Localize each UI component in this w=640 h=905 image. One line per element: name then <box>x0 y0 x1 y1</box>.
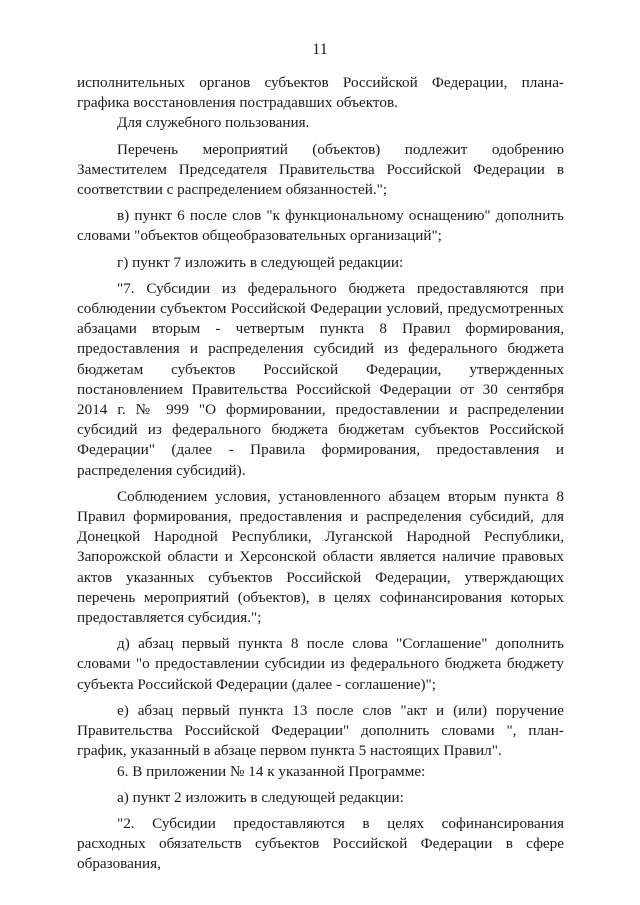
paragraph: 6. В приложении № 14 к указанной Программе: <box>117 762 426 780</box>
paragraph: д) абзац первый пункта 8 после слова "Соглашение" дополнить словами "о предоставлении субсидии из федерального бюджета бюджету субъекта Российской Федерации (далее - соглашение)"; <box>77 635 564 693</box>
document-body <box>77 73 564 875</box>
paragraph: Для служебного пользования. <box>117 114 310 132</box>
paragraph: Соблюдением условия, установленного абзацем вторым пункта 8 Правил формирования, предоставления и распределения субсидий, для Донецкой Народной Республики, Луганской Народной Республики, Запорожской области и Херсонской области является наличие правовых актов указанных субъектов Российской Федерации, утверждающих перечень мероприятий (объектов), в целях софинансирования которых предоставляется субсидия."; <box>77 487 564 627</box>
paragraph: Перечень мероприятий (объектов) подлежит одобрению Заместителем Председателя Правительства Российской Федерации в соответствии с распределением обязанностей."; <box>77 140 564 199</box>
paragraph: а) пункт 2 изложить в следующей редакции: <box>117 788 404 806</box>
paragraph: е) абзац первый пункта 13 после слов "акт и (или) поручение Правительства Российской Федерации" дополнить словами ", план-график, указанный в абзаце первом пункта 5 настоящих Правил". <box>77 701 564 760</box>
paragraph: г) пункт 7 изложить в следующей редакции: <box>117 253 404 271</box>
paragraph: исполнительных органов субъектов Российской Федерации, плана-графика восстановления пострадавших объектов. <box>77 74 564 112</box>
paragraph: "2. Субсидии предоставляются в целях софинансирования расходных обязательств субъектов Российской Федерации в сфере образования, <box>77 814 564 873</box>
page-number: 11 <box>312 41 328 58</box>
paragraph: в) пункт 6 после слов "к функциональному оснащению" дополнить словами "объектов общеобразовательных организаций"; <box>77 207 564 245</box>
paragraph: "7. Субсидии из федерального бюджета предоставляются при соблюдении субъектом Российской Федерации условий, предусмотренных абзацами вторым - четвертым пункта 8 Правил формирования, предоставления и распределения субсидий из федерального бюджета бюджетам субъектов Российской Федерации, утвержденных постановлением Правительства Российской Федерации от 30 сентября 2014 г. № 999 "О формировании, предоставлении и распределении субсидий из федерального бюджета бюджетам субъектов Российской Федерации" (далее - Правила формирования, предоставления и распределения субсидий). <box>77 279 564 479</box>
